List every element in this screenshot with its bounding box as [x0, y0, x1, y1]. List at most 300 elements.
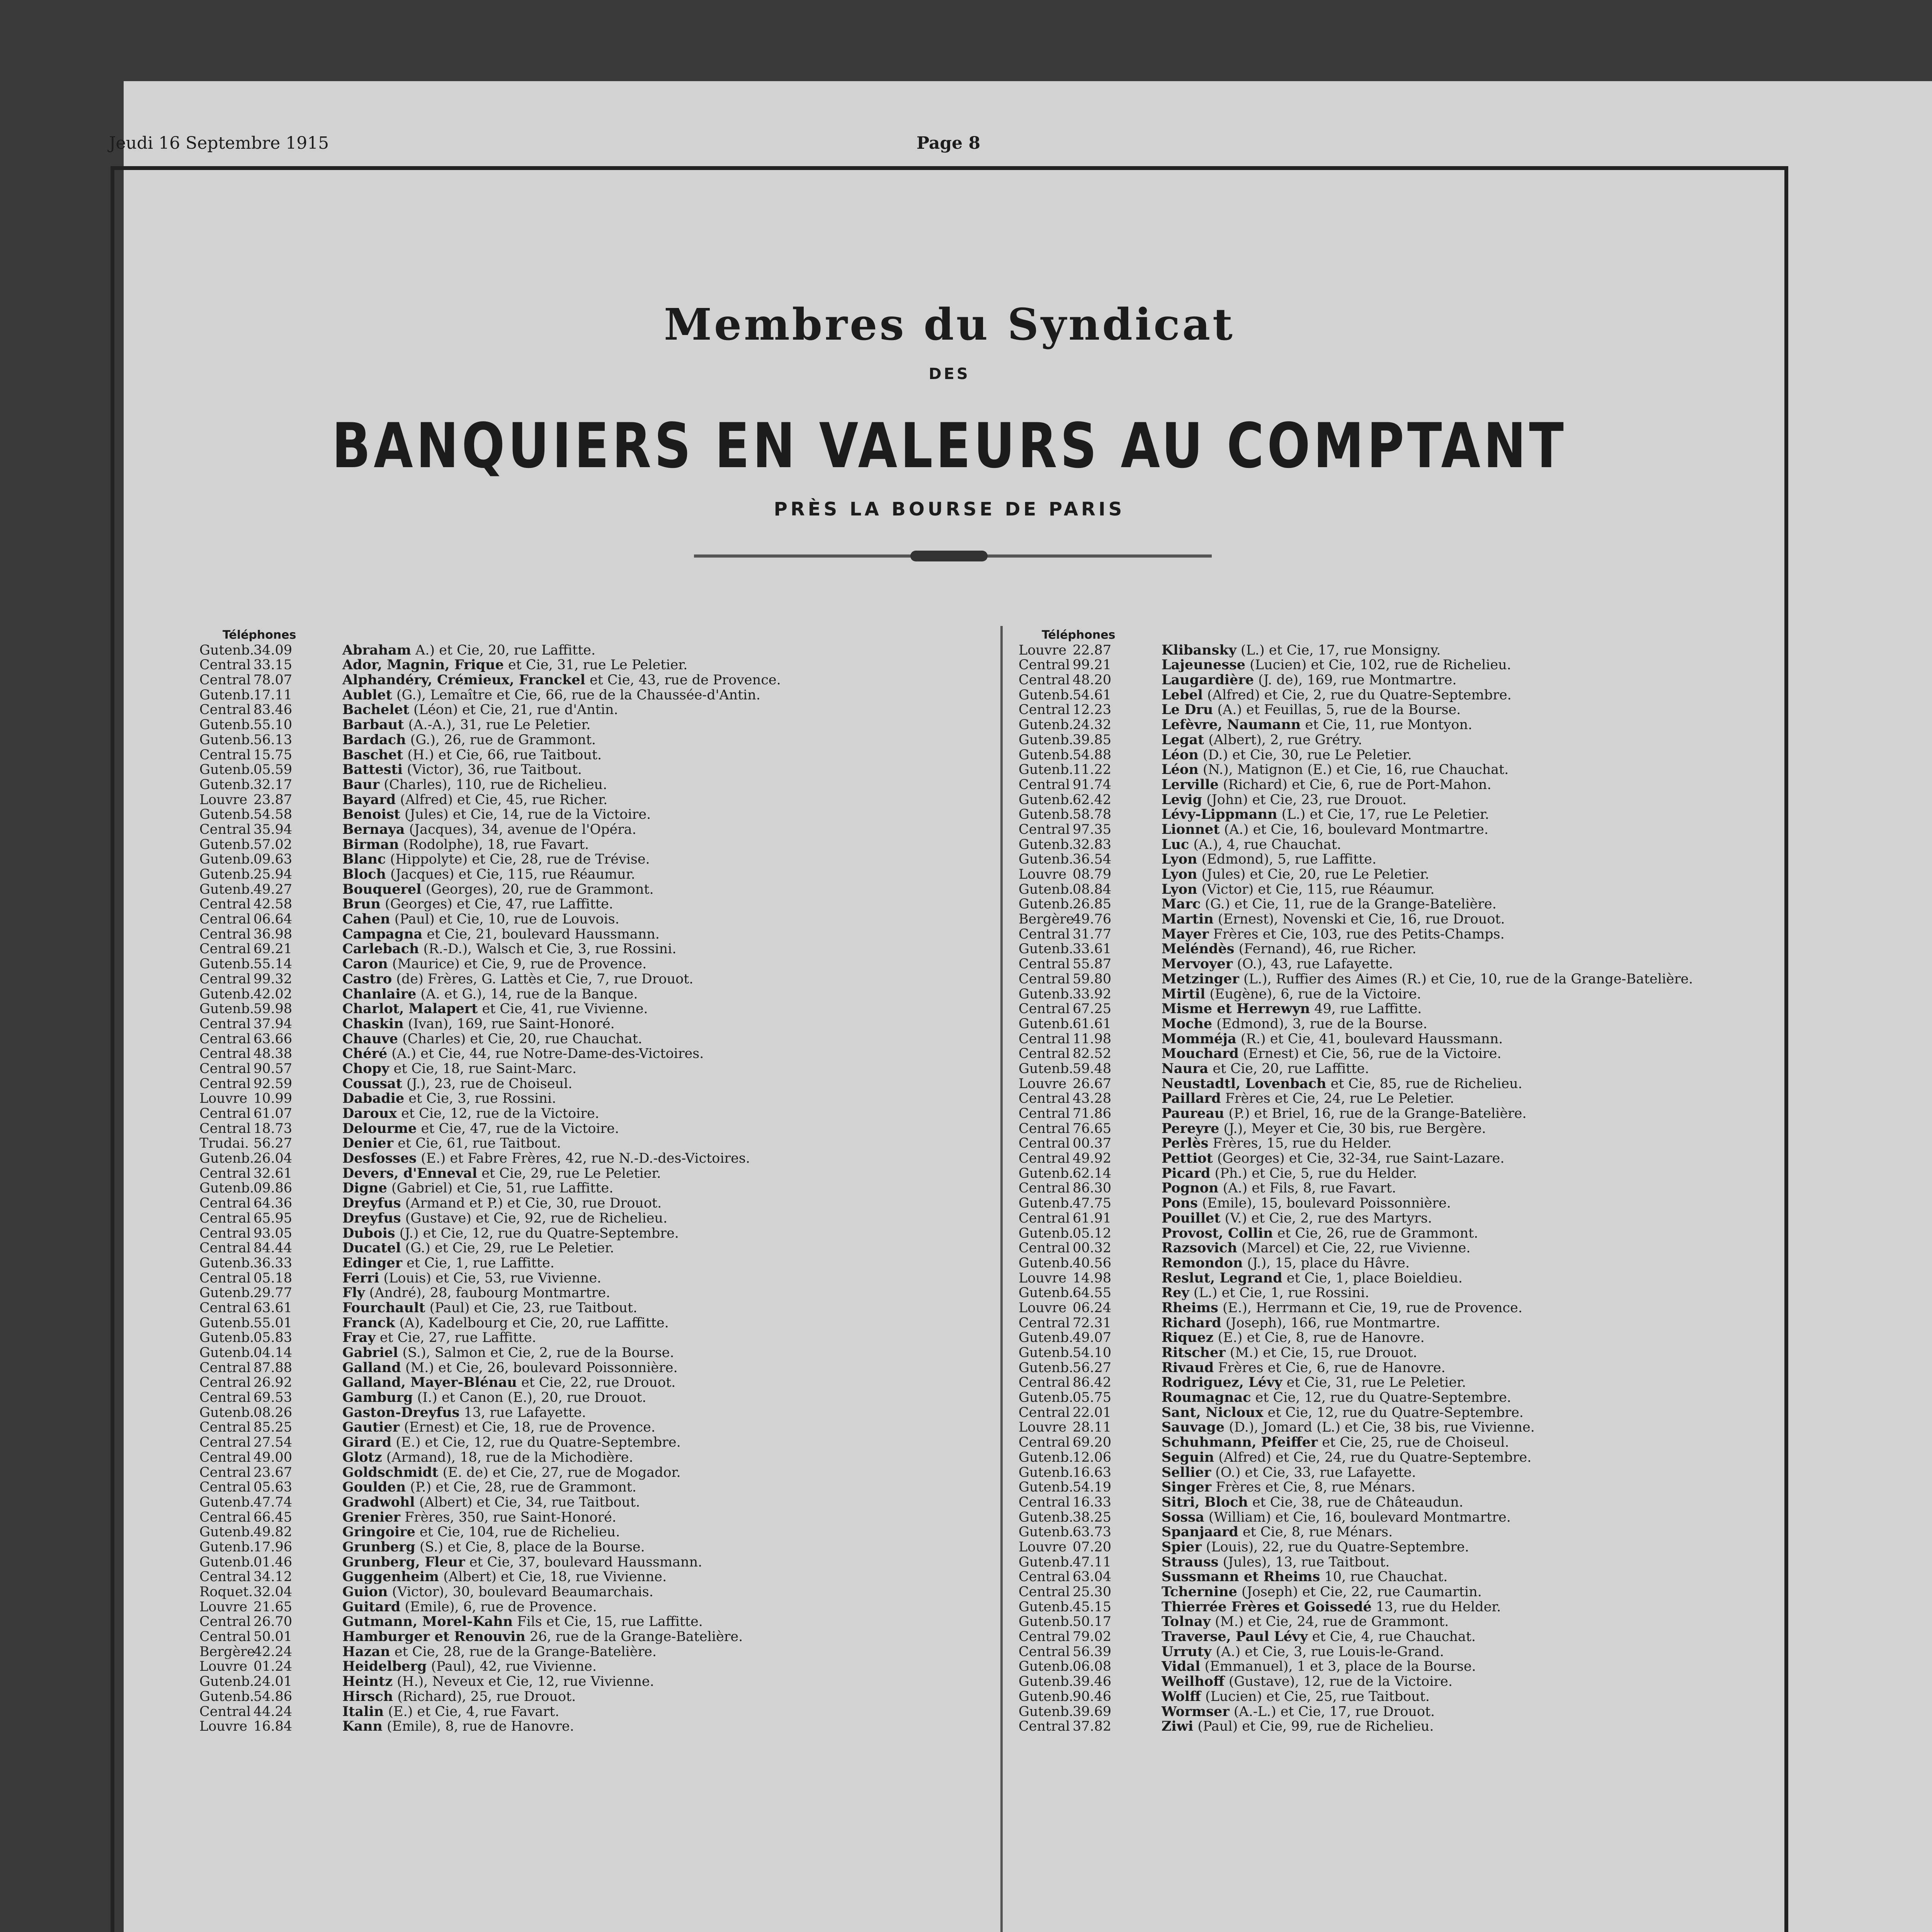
- phone-number: 63.04: [1073, 1570, 1112, 1585]
- member-row: [1019, 1106, 1753, 1121]
- phone-number: 56.13: [253, 732, 293, 748]
- member-address: (Louis), 22, rue du Quatre-Septembre.: [1206, 1539, 1469, 1555]
- member-name: Metzinger: [1162, 971, 1239, 987]
- member-address: (G.) et Cie, 29, rue Le Peletier.: [405, 1241, 614, 1256]
- exchange: Gutenb.: [199, 837, 254, 852]
- phone-number: 01.24: [253, 1659, 293, 1675]
- member-row: [1019, 1600, 1753, 1615]
- member-address: (Albert), 2, rue Grétry.: [1208, 732, 1362, 748]
- member-row: [199, 1480, 934, 1495]
- exchange: Central: [199, 658, 251, 673]
- member-row: [199, 1555, 934, 1570]
- phone-number: 63.66: [253, 1031, 293, 1047]
- phone-number: 21.65: [253, 1599, 293, 1615]
- member-address: (Alfred) et Cie, 2, rue du Quatre-Septembre.: [1207, 687, 1512, 703]
- member-address: 10, rue Chauchat.: [1324, 1570, 1448, 1585]
- exchange: Central: [1019, 658, 1070, 673]
- exchange: Gutenb.: [1019, 1286, 1073, 1301]
- exchange: Central: [1019, 1241, 1070, 1256]
- exchange: Gutenb.: [1019, 1704, 1073, 1719]
- member-name: Daroux: [342, 1106, 397, 1121]
- member-row: [1019, 912, 1753, 927]
- member-name: Dabadie: [342, 1091, 405, 1106]
- member-name: Birman: [342, 837, 399, 852]
- member-address: (Richard) et Cie, 6, rue de Port-Mahon.: [1223, 777, 1492, 793]
- phone-number: 71.86: [1073, 1106, 1112, 1121]
- member-row: [199, 1017, 934, 1032]
- exchange: Central: [199, 1480, 251, 1495]
- member-row: [1019, 1091, 1753, 1106]
- member-address: (Gustave) et Cie, 92, rue de Richelieu.: [405, 1211, 668, 1226]
- member-name: Traverse, Paul Lévy: [1162, 1629, 1308, 1645]
- member-name: Alphandéry, Crémieux, Franckel: [342, 673, 585, 688]
- exchange: Gutenb.: [199, 1181, 254, 1196]
- member-address: (D.) et Cie, 30, rue Le Peletier.: [1202, 747, 1412, 763]
- member-row: [1019, 1017, 1753, 1032]
- member-address: et Cie, 28, rue de la Grange-Batelière.: [394, 1644, 657, 1660]
- member-row: [1019, 733, 1753, 748]
- phone-number: 47.11: [1073, 1554, 1112, 1570]
- member-name: Lajeunesse: [1162, 658, 1246, 673]
- phone-number: 55.87: [1073, 957, 1112, 972]
- member-name: Chéré: [342, 1046, 388, 1061]
- member-name: Gutmann, Morel-Kahn: [342, 1614, 513, 1630]
- member-address: (H.) et Cie, 66, rue Taitbout.: [407, 747, 602, 763]
- phone-number: 45.15: [1073, 1599, 1112, 1615]
- phone-number: 54.19: [1073, 1480, 1112, 1495]
- member-name: Pouillet: [1162, 1211, 1221, 1226]
- member-name: Ritscher: [1162, 1345, 1226, 1361]
- exchange: Gutenb.: [199, 643, 254, 658]
- member-name: Chanlaire: [342, 986, 417, 1002]
- member-address: et Cie, 61, rue Taitbout.: [398, 1136, 561, 1151]
- member-address: (E.) et Cie, 8, rue de Hanovre.: [1218, 1330, 1425, 1345]
- phone-number: 33.15: [253, 658, 293, 673]
- member-row: [199, 1645, 934, 1660]
- member-address: (Lucien) et Cie, 102, rue de Richelieu.: [1250, 658, 1511, 673]
- member-name: Goulden: [342, 1480, 406, 1495]
- phone-number: 54.61: [1073, 687, 1112, 703]
- member-row: [1019, 867, 1753, 882]
- member-address: (William) et Cie, 16, boulevard Montmartre.: [1208, 1510, 1511, 1525]
- phone-number: 32.04: [253, 1585, 293, 1600]
- phone-number: 93.05: [253, 1226, 293, 1241]
- member-name: Roumagnac: [1162, 1390, 1251, 1405]
- member-address: (M.) et Cie, 26, boulevard Poissonnière.: [405, 1360, 678, 1376]
- member-row: [199, 927, 934, 942]
- member-name: Vidal: [1162, 1659, 1201, 1675]
- member-row: [1019, 1495, 1753, 1510]
- member-name: Laugardière: [1162, 673, 1254, 688]
- phone-number: 18.73: [253, 1121, 293, 1136]
- member-name: Desfosses: [342, 1151, 417, 1166]
- member-name: Spier: [1162, 1539, 1202, 1555]
- member-row: [199, 1629, 934, 1645]
- member-row: [1019, 1301, 1753, 1316]
- phone-number: 29.77: [253, 1286, 293, 1301]
- phone-number: 05.63: [253, 1480, 293, 1495]
- member-address: (J.) et Cie, 12, rue du Quatre-Septembre.: [399, 1226, 679, 1241]
- phone-number: 83.46: [253, 702, 293, 718]
- phone-number: 24.01: [253, 1674, 293, 1689]
- phone-number: 00.32: [1073, 1241, 1112, 1256]
- phone-number: 38.25: [1073, 1510, 1112, 1525]
- exchange: Gutenb.: [199, 718, 254, 733]
- member-row: [1019, 807, 1753, 822]
- member-row: [1019, 1555, 1753, 1570]
- phone-number: 55.01: [253, 1315, 293, 1331]
- member-list-right: [1019, 628, 1753, 1734]
- phone-number: 49.27: [253, 882, 293, 897]
- member-row: [1019, 793, 1753, 808]
- member-address: et Cie, 21, boulevard Haussmann.: [427, 927, 660, 942]
- title-bourse: PRÈS LA BOURSE DE PARIS: [774, 498, 1125, 520]
- exchange: Gutenb.: [1019, 1345, 1073, 1361]
- exchange: Louvre: [1019, 1076, 1067, 1092]
- member-row: [1019, 1032, 1753, 1047]
- member-row: [1019, 643, 1753, 658]
- member-row: [1019, 1420, 1753, 1435]
- phone-number: 42.58: [253, 897, 293, 912]
- member-address: et Cie, 3, rue Rossini.: [408, 1091, 556, 1106]
- member-address: (L.), Ruffier des Aimes (R.) et Cie, 10, rue de la Grange-Batelière.: [1243, 971, 1693, 987]
- member-row: [199, 1241, 934, 1256]
- member-address: (Alfred) et Cie, 24, rue du Quatre-Septembre.: [1218, 1450, 1532, 1465]
- member-row: [1019, 688, 1753, 703]
- exchange: Central: [199, 673, 251, 688]
- title-des: DES: [929, 365, 970, 383]
- exchange: Central: [199, 1076, 251, 1092]
- phone-number: 23.67: [253, 1465, 293, 1480]
- phone-number: 08.84: [1073, 882, 1112, 897]
- exchange: Central: [199, 1106, 251, 1121]
- member-row: [199, 867, 934, 882]
- member-name: Gringoire: [342, 1525, 415, 1540]
- exchange: Central: [199, 1300, 251, 1316]
- phone-number: 37.82: [1073, 1719, 1112, 1734]
- member-address: (E.) et Cie, 4, rue Favart.: [388, 1704, 560, 1719]
- member-name: Castro: [342, 971, 392, 987]
- phone-number: 11.22: [1073, 762, 1112, 777]
- member-address: et Cie, 38, rue de Châteaudun.: [1252, 1495, 1463, 1510]
- member-name: Hirsch: [342, 1689, 393, 1704]
- member-name: Ziwi: [1162, 1719, 1194, 1734]
- phone-number: 25.30: [1073, 1585, 1112, 1600]
- member-name: Paillard: [1162, 1091, 1221, 1106]
- member-row: [1019, 1121, 1753, 1136]
- member-address: (O.) et Cie, 33, rue Lafayette.: [1215, 1465, 1416, 1480]
- phone-number: 57.02: [253, 837, 293, 852]
- member-name: Sellier: [1162, 1465, 1211, 1480]
- member-address: (Armand), 18, rue de la Michodière.: [386, 1450, 633, 1465]
- member-address: (Charles) et Cie, 20, rue Chauchat.: [402, 1031, 643, 1047]
- member-row: [199, 1585, 934, 1600]
- phone-number: 26.85: [1073, 897, 1112, 912]
- phone-number: 43.28: [1073, 1091, 1112, 1106]
- exchange: Louvre: [199, 1659, 248, 1675]
- member-row: [199, 1345, 934, 1361]
- member-row: [1019, 1435, 1753, 1450]
- phone-number: 50.01: [253, 1629, 293, 1645]
- phone-number: 50.17: [1073, 1614, 1112, 1630]
- member-name: Fourchault: [342, 1300, 425, 1316]
- phone-number: 54.88: [1073, 747, 1112, 763]
- member-name: Caron: [342, 957, 388, 972]
- exchange: Gutenb.: [1019, 1599, 1073, 1615]
- phone-number: 06.08: [1073, 1659, 1112, 1675]
- exchange: Central: [199, 1166, 251, 1181]
- exchange: Gutenb.: [1019, 986, 1073, 1002]
- exchange: Louvre: [199, 1599, 248, 1615]
- exchange: Gutenb.: [1019, 1196, 1073, 1211]
- member-row: [1019, 942, 1753, 957]
- member-name: Grunberg, Fleur: [342, 1554, 465, 1570]
- member-row: [1019, 1450, 1753, 1465]
- phone-number: 08.79: [1073, 867, 1112, 882]
- phone-number: 14.98: [1073, 1270, 1112, 1286]
- member-row: [1019, 1540, 1753, 1555]
- member-name: Reslut, Legrand: [1162, 1270, 1282, 1286]
- member-row: [199, 1600, 934, 1615]
- member-address: et Cie, 26, rue de Grammont.: [1277, 1226, 1478, 1241]
- member-name: Guion: [342, 1585, 388, 1600]
- member-row: [199, 1166, 934, 1181]
- exchange: Central: [1019, 1644, 1070, 1660]
- member-row: [1019, 1211, 1753, 1226]
- member-address: et Cie, 1, place Boieldieu.: [1286, 1270, 1463, 1286]
- member-address: (N.), Matignon (E.) et Cie, 16, rue Chauchat.: [1202, 762, 1509, 777]
- member-address: (Jacques) et Cie, 115, rue Réaumur.: [390, 867, 635, 882]
- member-address: (Ernest) et Cie, 56, rue de la Victoire.: [1243, 1046, 1502, 1061]
- phone-number: 49.07: [1073, 1330, 1112, 1345]
- phone-number: 55.10: [253, 718, 293, 733]
- member-row: [199, 1046, 934, 1061]
- member-address: A.) et Cie, 20, rue Laffitte.: [415, 643, 596, 658]
- member-row: [1019, 1002, 1753, 1017]
- member-name: Heintz: [342, 1674, 393, 1689]
- exchange: Gutenb.: [199, 1255, 254, 1271]
- member-name: Wolff: [1162, 1689, 1201, 1704]
- phone-number: 54.58: [253, 807, 293, 822]
- member-address: (S.), Salmon et Cie, 2, rue de la Bourse.: [402, 1345, 674, 1361]
- phone-number: 01.46: [253, 1554, 293, 1570]
- page-header: [109, 133, 1786, 164]
- member-row: [1019, 658, 1753, 673]
- phone-number: 05.83: [253, 1330, 293, 1345]
- member-address: (Hippolyte) et Cie, 28, rue de Trévise.: [390, 852, 650, 867]
- member-address: (E.) et Cie, 12, rue du Quatre-Septembre.: [396, 1435, 681, 1450]
- member-name: Mouchard: [1162, 1046, 1239, 1061]
- member-name: Barbaut: [342, 718, 404, 733]
- member-row: [199, 1301, 934, 1316]
- member-row: [1019, 1286, 1753, 1301]
- phone-number: 44.24: [253, 1704, 293, 1719]
- member-name: Goldschmidt: [342, 1465, 439, 1480]
- member-row: [199, 1151, 934, 1166]
- member-row: [1019, 1046, 1753, 1061]
- phone-number: 59.80: [1073, 971, 1112, 987]
- exchange: Gutenb.: [1019, 942, 1073, 957]
- phone-number: 56.27: [253, 1136, 293, 1151]
- exchange: Central: [1019, 1046, 1070, 1061]
- title-membres: Membres du Syndicat: [664, 299, 1235, 350]
- phone-number: 63.73: [1073, 1525, 1112, 1540]
- member-name: Glotz: [342, 1450, 382, 1465]
- exchange: Central: [199, 1031, 251, 1047]
- header-date: Jeudi 16 Septembre 1915: [109, 133, 329, 153]
- member-name: Léon: [1162, 747, 1199, 763]
- phone-number: 36.54: [1073, 852, 1112, 867]
- member-name: Thierrée Frères et Goissedé: [1162, 1599, 1372, 1615]
- phone-number: 63.61: [253, 1300, 293, 1316]
- member-name: Lyon: [1162, 867, 1197, 882]
- member-name: Fly: [342, 1286, 365, 1301]
- phone-number: 39.85: [1073, 732, 1112, 748]
- member-name: Guggenheim: [342, 1570, 439, 1585]
- member-address: (R.-D.), Walsch et Cie, 3, rue Rossini.: [423, 942, 677, 957]
- exchange: Central: [199, 1121, 251, 1136]
- member-row: [1019, 1271, 1753, 1286]
- member-name: Marc: [1162, 897, 1201, 912]
- exchange: Gutenb.: [199, 1495, 254, 1510]
- member-row: [1019, 1704, 1753, 1719]
- phone-number: 12.23: [1073, 702, 1112, 718]
- member-address: (D.), Jomard (L.) et Cie, 38 bis, rue Vivienne.: [1229, 1420, 1535, 1435]
- phone-number: 49.82: [253, 1525, 293, 1540]
- member-address: et Cie, 1, rue Laffitte.: [406, 1255, 554, 1271]
- member-address: (Joseph), 166, rue Montmartre.: [1225, 1315, 1440, 1331]
- member-address: Frères et Cie, 103, rue des Petits-Champs.: [1213, 927, 1505, 942]
- exchange: Central: [199, 1570, 251, 1585]
- member-name: Lebel: [1162, 687, 1203, 703]
- exchange: Gutenb.: [199, 1405, 254, 1420]
- member-address: (Rodolphe), 18, rue Favart.: [403, 837, 589, 852]
- member-address: (Albert) et Cie, 18, rue Vivienne.: [443, 1570, 667, 1585]
- member-row: [199, 807, 934, 822]
- phone-number: 49.92: [1073, 1151, 1112, 1166]
- phone-number: 16.63: [1073, 1465, 1112, 1480]
- member-address: et Cie, 18, rue Saint-Marc.: [393, 1061, 577, 1077]
- exchange: Central: [199, 1211, 251, 1226]
- phone-number: 62.14: [1073, 1166, 1112, 1181]
- member-name: Sant, Nicloux: [1162, 1405, 1264, 1420]
- member-row: [1019, 957, 1753, 972]
- member-address: et Cie, 31, rue Le Peletier.: [1286, 1375, 1466, 1391]
- exchange: Central: [1019, 1405, 1070, 1420]
- member-row: [1019, 718, 1753, 733]
- member-name: Sauvage: [1162, 1420, 1225, 1435]
- member-row: [1019, 1510, 1753, 1525]
- phone-number: 87.88: [253, 1360, 293, 1376]
- member-name: Razsovich: [1162, 1241, 1237, 1256]
- exchange: Central: [199, 1614, 251, 1630]
- member-address: (A.) et Cie, 3, rue Louis-le-Grand.: [1216, 1644, 1444, 1660]
- member-row: [1019, 1465, 1753, 1480]
- exchange: Central: [199, 942, 251, 957]
- exchange: Louvre: [199, 1091, 248, 1106]
- member-address: Frères et Cie, 24, rue Le Peletier.: [1225, 1091, 1454, 1106]
- member-name: Legat: [1162, 732, 1204, 748]
- member-row: [1019, 1375, 1753, 1390]
- member-address: (J. de), 169, rue Montmartre.: [1258, 673, 1457, 688]
- exchange: Gutenb.: [199, 1525, 254, 1540]
- member-name: Grunberg: [342, 1539, 415, 1555]
- exchange: Central: [1019, 971, 1070, 987]
- member-address: et Cie, 20, rue Laffitte.: [1213, 1061, 1369, 1077]
- member-address: (Victor), 30, boulevard Beaumarchais.: [392, 1585, 653, 1600]
- member-address: Frères, 15, rue du Helder.: [1213, 1136, 1392, 1151]
- member-name: Strauss: [1162, 1554, 1219, 1570]
- member-address: (André), 28, faubourg Montmartre.: [369, 1286, 611, 1301]
- phone-number: 90.57: [253, 1061, 293, 1077]
- member-row: [1019, 1480, 1753, 1495]
- phone-number: 42.24: [253, 1644, 293, 1660]
- member-name: Martin: [1162, 912, 1214, 927]
- exchange: Gutenb.: [199, 807, 254, 822]
- phone-number: 17.11: [253, 687, 293, 703]
- phone-number: 64.36: [253, 1196, 293, 1211]
- member-name: Lefèvre, Naumann: [1162, 718, 1301, 733]
- member-row: [199, 658, 934, 673]
- member-address: (Edmond), 3, rue de la Bourse.: [1216, 1016, 1427, 1032]
- phone-number: 37.94: [253, 1016, 293, 1032]
- member-address: (E. de) et Cie, 27, rue de Mogador.: [442, 1465, 681, 1480]
- member-address: (Emile), 8, rue de Hanovre.: [387, 1719, 574, 1734]
- member-address: (Louis) et Cie, 53, rue Vivienne.: [383, 1270, 602, 1286]
- member-address: (P.) et Briel, 16, rue de la Grange-Batelière.: [1228, 1106, 1527, 1121]
- member-address: (R.) et Cie, 41, boulevard Haussmann.: [1240, 1031, 1503, 1047]
- member-row: [1019, 822, 1753, 837]
- member-row: [1019, 1614, 1753, 1629]
- phone-number: 04.14: [253, 1345, 293, 1361]
- member-address: et Cie, 41, rue Vivienne.: [482, 1002, 648, 1017]
- phone-number: 05.12: [1073, 1226, 1112, 1241]
- member-name: Remondon: [1162, 1255, 1243, 1271]
- member-name: Gautier: [342, 1420, 400, 1435]
- member-name: Dubois: [342, 1226, 395, 1241]
- member-row: [1019, 673, 1753, 688]
- exchange: Louvre: [1019, 1300, 1067, 1316]
- member-name: Momméja: [1162, 1031, 1236, 1047]
- exchange: Central: [1019, 1121, 1070, 1136]
- member-address: (A.) et Cie, 16, boulevard Montmartre.: [1224, 822, 1488, 837]
- member-address: et Cie, 12, rue de la Victoire.: [401, 1106, 599, 1121]
- phone-number: 06.64: [253, 912, 293, 927]
- exchange: Central: [199, 1046, 251, 1061]
- member-address: (Georges), 20, rue de Grammont.: [425, 882, 654, 897]
- member-row: [199, 1390, 934, 1405]
- member-row: [1019, 1719, 1753, 1734]
- phone-number: 62.42: [1073, 792, 1112, 808]
- phone-number: 85.25: [253, 1420, 293, 1435]
- telephone-header: Téléphones: [1042, 628, 1116, 642]
- phone-number: 78.07: [253, 673, 293, 688]
- member-name: Levig: [1162, 792, 1202, 808]
- member-address: (Alfred) et Cie, 45, rue Richer.: [400, 792, 608, 808]
- phone-number: 24.32: [1073, 718, 1112, 733]
- member-address: (Ernest) et Cie, 18, rue de Provence.: [404, 1420, 656, 1435]
- member-name: Coussat: [342, 1076, 402, 1092]
- member-name: Chaskin: [342, 1016, 404, 1032]
- member-name: Baur: [342, 777, 380, 793]
- member-address: Fils et Cie, 15, rue Laffitte.: [517, 1614, 703, 1630]
- member-name: Sitri, Bloch: [1162, 1495, 1248, 1510]
- member-row: [199, 1405, 934, 1420]
- exchange: Gutenb.: [199, 1539, 254, 1555]
- member-row: [199, 1510, 934, 1525]
- exchange: Central: [199, 1420, 251, 1435]
- member-address: (L.) et Cie, 1, rue Rossini.: [1193, 1286, 1369, 1301]
